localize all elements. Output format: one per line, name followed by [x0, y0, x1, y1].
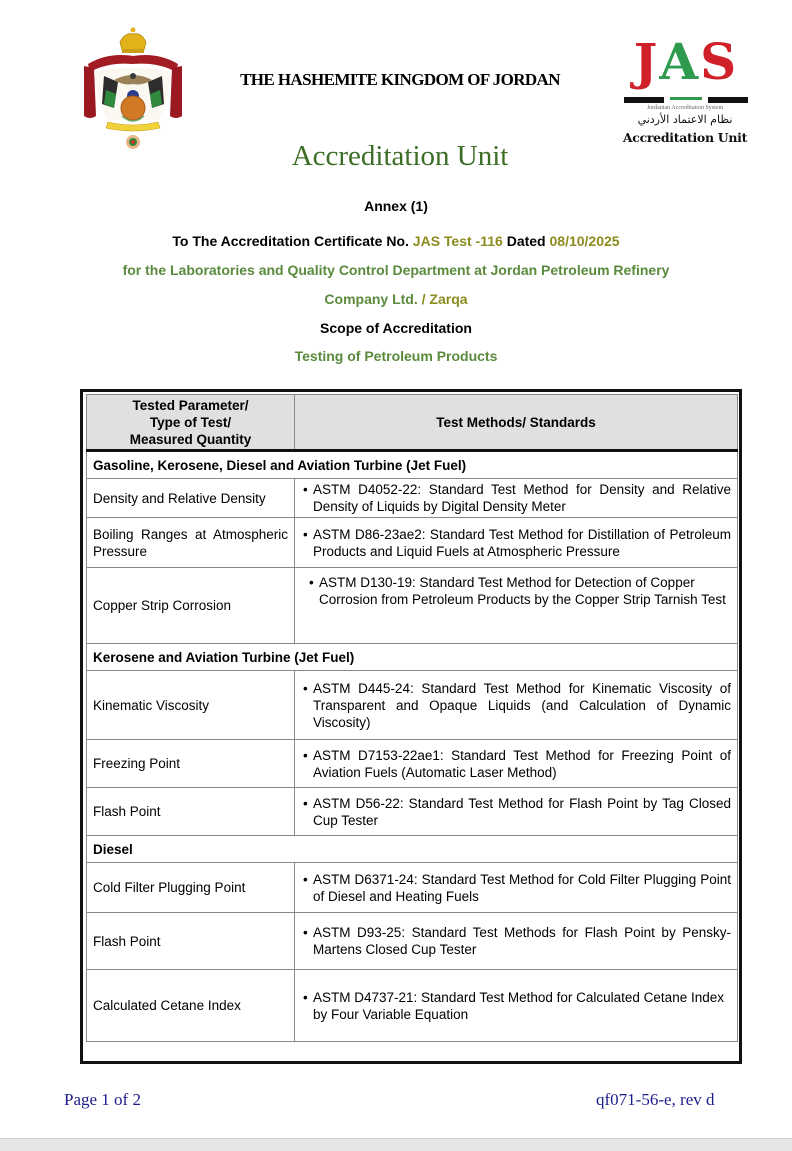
viewer-bottom-edge: [0, 1138, 792, 1151]
certificate-line: [60, 233, 732, 249]
section-row: Diesel: [87, 836, 738, 863]
method-cell: • ASTM D4052-22: Standard Test Method for Density and Relative Density of Liquids by Digital Density Meter: [295, 479, 738, 518]
jas-logo: [612, 34, 758, 152]
lab-line-1: for the Laboratories and Quality Control Department at Jordan Petroleum Refinery: [122, 262, 670, 278]
table-row: [87, 568, 738, 644]
company-name: Company Ltd.: [324, 291, 418, 307]
parameter-cell: Calculated Cetane Index: [87, 970, 295, 1042]
column-header-parameter: Tested Parameter/ Type of Test/ Measured Quantity: [87, 395, 295, 451]
lab-line-2: [60, 291, 732, 307]
jas-logo-subtitle: Jordanian Accreditation System: [646, 105, 724, 111]
section-row: Kerosene and Aviation Turbine (Jet Fuel): [87, 644, 738, 671]
parameter-cell: Boiling Ranges at Atmospheric Pressure: [87, 518, 295, 568]
table-row: [87, 518, 738, 568]
parameter-cell: Flash Point: [87, 788, 295, 836]
country-name: THE HASHEMITE KINGDOM OF JORDAN: [240, 70, 560, 89]
method-cell: • ASTM D130-19: Standard Test Method for Detection of Copper Corrosion from Petroleum Products by the Copper Strip Tarnish Test: [295, 568, 738, 644]
annex-title: Annex (1): [364, 198, 428, 214]
coat-of-arms-icon: [78, 24, 188, 152]
method-cell: • ASTM D4737-21: Standard Test Method for Calculated Cetane Index by Four Variable Equation: [295, 970, 738, 1042]
table-row: [87, 788, 738, 836]
jas-logo-unit: Accreditation Unit: [622, 130, 748, 145]
page-number: Page 1 of 2: [64, 1090, 141, 1109]
jas-logo-arabic: نظام الاعتماد الأردني: [637, 113, 733, 126]
certificate-prefix: To The Accreditation Certificate No.: [172, 233, 409, 249]
table-header-row: [87, 395, 738, 451]
method-cell: • ASTM D93-25: Standard Test Methods for Flash Point by Pensky-Martens Closed Cup Tester: [295, 913, 738, 970]
scope-title: Scope of Accreditation: [320, 320, 472, 336]
section-row: Gasoline, Kerosene, Diesel and Aviation Turbine (Jet Fuel): [87, 451, 738, 479]
table-row: [87, 970, 738, 1042]
column-header-methods: Test Methods/ Standards: [295, 395, 738, 451]
jas-logo-bars: [624, 97, 748, 103]
jas-logo-letters: JAS: [633, 32, 739, 91]
method-cell: • ASTM D7153-22ae1: Standard Test Method for Freezing Point of Aviation Fuels (Automatic Laser Method): [295, 740, 738, 788]
table-row: [87, 863, 738, 913]
parameter-cell: Cold Filter Plugging Point: [87, 863, 295, 913]
form-code: qf071-56-e, rev d: [596, 1090, 715, 1109]
table-row: [87, 913, 738, 970]
method-cell: • ASTM D56-22: Standard Test Method for Flash Point by Tag Closed Cup Tester: [295, 788, 738, 836]
parameter-cell: Density and Relative Density: [87, 479, 295, 518]
method-cell: • ASTM D445-24: Standard Test Method for Kinematic Viscosity of Transparent and Opaque Liquids (and Calculation of Dynamic Viscosity): [295, 671, 738, 740]
method-cell: • ASTM D6371-24: Standard Test Method for Cold Filter Plugging Point of Diesel and Heating Fuels: [295, 863, 738, 913]
table-row: [87, 740, 738, 788]
unit-title: Accreditation Unit: [291, 140, 509, 172]
parameter-cell: Freezing Point: [87, 740, 295, 788]
table-row: [87, 479, 738, 518]
parameter-cell: Flash Point: [87, 913, 295, 970]
method-cell: • ASTM D86-23ae2: Standard Test Method for Distillation of Petroleum Products and Liquid Fuels at Atmospheric Pressure: [295, 518, 738, 568]
parameter-cell: Copper Strip Corrosion: [87, 568, 295, 644]
location: / Zarqa: [421, 291, 468, 307]
scope-table: [86, 394, 738, 1042]
certificate-number: JAS Test -116: [412, 233, 503, 249]
table-row: [87, 671, 738, 740]
parameter-cell: Kinematic Viscosity: [87, 671, 295, 740]
scope-field: Testing of Petroleum Products: [294, 348, 498, 364]
certificate-date: 08/10/2025: [549, 233, 620, 249]
dated-label: Dated: [506, 233, 546, 249]
